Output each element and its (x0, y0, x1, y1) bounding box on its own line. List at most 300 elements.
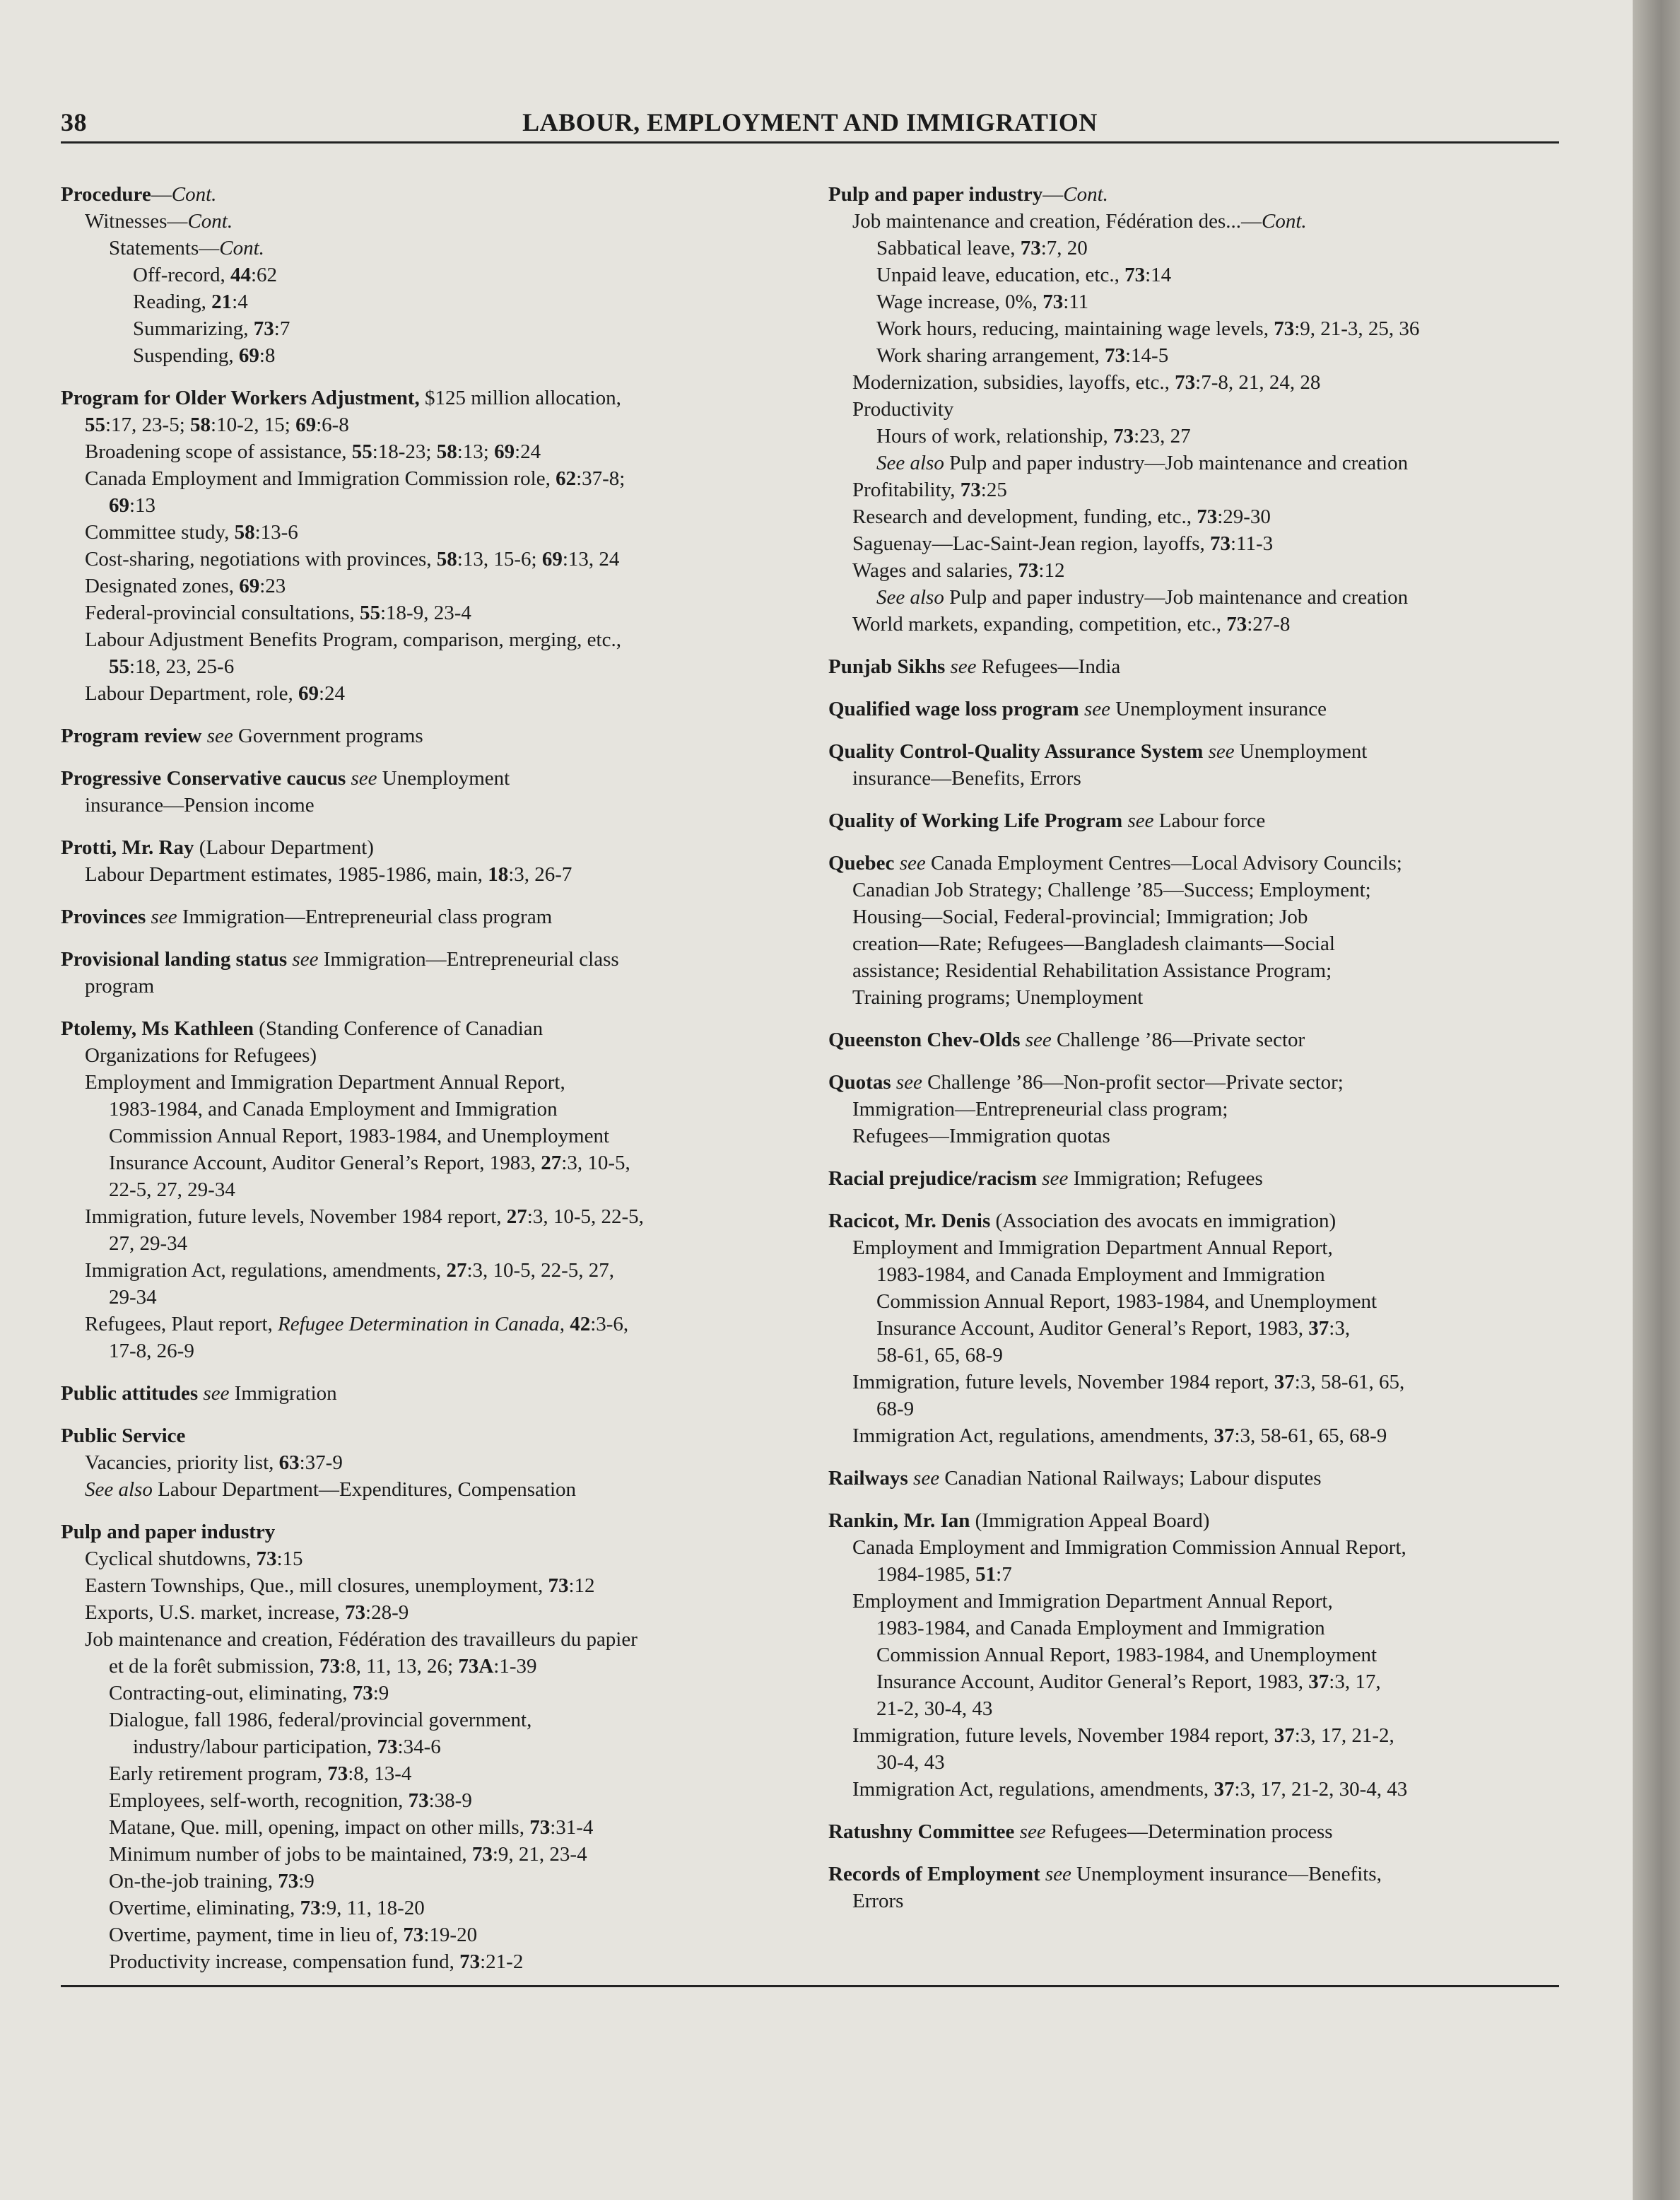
text: :15 (276, 1547, 303, 1570)
text: Employment and Immigration Department Annual Report, (85, 1071, 565, 1094)
index-subentry-line (828, 235, 1578, 262)
text: :18-23; (372, 440, 437, 463)
index-heading-line (828, 738, 1578, 765)
index-subentry-line (61, 1707, 803, 1733)
bold-text: Provisional landing status (61, 948, 288, 971)
index-subentry-line (61, 411, 803, 438)
index-subentry-line (61, 1476, 803, 1503)
text: :7, 20 (1040, 237, 1088, 259)
text: :13-6 (254, 521, 298, 544)
bold-text: 69 (541, 548, 563, 571)
index-subentry-line (828, 342, 1578, 369)
index-subentry-line (828, 1342, 1578, 1369)
index-subentry-line (828, 1668, 1578, 1695)
text: Job maintenance and creation, Fédération des...— (852, 210, 1262, 233)
italic-text: see (1019, 1820, 1046, 1843)
text: Immigration (229, 1382, 337, 1405)
bold-text: 73 (1020, 237, 1041, 259)
index-subentry-line (61, 1895, 803, 1921)
index-heading-line (828, 181, 1578, 208)
text: Commission Annual Report, 1983-1984, and Unemployment (876, 1290, 1378, 1313)
bold-text: Protti, Mr. Ray (61, 836, 194, 859)
index-subentry-line (828, 1534, 1578, 1561)
index-subentry-line (828, 1888, 1578, 1914)
text: Hours of work, relationship, (876, 425, 1114, 447)
text: :8, 11, 13, 26; (340, 1655, 459, 1678)
bold-text: 73 (1018, 559, 1039, 582)
text: industry/labour participation, (133, 1736, 377, 1758)
bold-text: 73 (960, 479, 981, 501)
text: :7-8, 21, 24, 28 (1195, 371, 1321, 394)
index-entry (828, 696, 1578, 722)
text: :8 (259, 344, 276, 367)
bold-text: Punjab Sikhs (828, 655, 946, 678)
index-subentry-line (61, 1599, 803, 1626)
text: 17-8, 26-9 (109, 1340, 194, 1362)
text: :3, 17, 21-2, 30-4, 43 (1234, 1778, 1408, 1801)
text: 1984-1985, (876, 1563, 976, 1586)
index-subentry-line (61, 1069, 803, 1096)
index-subentry-line (61, 1814, 803, 1841)
bold-text: Records of Employment (828, 1863, 1040, 1885)
text: Immigration, future levels, November 1984 report, (85, 1205, 507, 1228)
text: :23, 27 (1134, 425, 1191, 447)
text: :13 (129, 494, 156, 517)
bold-text: 37 (1308, 1317, 1329, 1340)
text: Government programs (233, 725, 423, 747)
index-entry (828, 1861, 1578, 1914)
text: :18-9, 23-4 (380, 602, 471, 624)
italic-text: Cont. (219, 237, 264, 259)
text: Challenge ’86—Private sector (1051, 1029, 1305, 1051)
index-heading-line (828, 850, 1578, 877)
text: — (151, 183, 172, 206)
index-entry (61, 1380, 803, 1407)
text: Refugees—Immigration quotas (852, 1125, 1110, 1147)
italic-text: See also (876, 452, 944, 474)
text: :6-8 (316, 414, 349, 436)
text: Witnesses— (85, 210, 188, 233)
text: Committee study, (85, 521, 235, 544)
index-subentry-line (61, 1123, 803, 1149)
index-subentry-line (61, 1096, 803, 1123)
text: Refugees—Determination process (1045, 1820, 1333, 1843)
text: Matane, Que. mill, opening, impact on other mills, (109, 1816, 530, 1839)
bold-text: Qualified wage loss program (828, 698, 1079, 720)
text: :11 (1063, 291, 1089, 313)
text: Vacancies, priority list, (85, 1451, 279, 1474)
italic-text: see (913, 1467, 940, 1490)
index-subentry-line (61, 208, 803, 235)
text: Contracting-out, eliminating, (109, 1682, 353, 1704)
text (945, 655, 950, 678)
bold-text: Quality of Working Life Program (828, 809, 1123, 832)
bold-text: 69 (238, 344, 259, 367)
index-subentry-line (61, 1230, 803, 1257)
index-subentry-line (828, 557, 1578, 584)
index-subentry-line (828, 1261, 1578, 1288)
text: Productivity (852, 398, 954, 421)
text: Job maintenance and creation, Fédération des travailleurs du papier (85, 1628, 638, 1651)
text: Canada Employment Centres—Local Advisory Councils; (925, 852, 1402, 874)
index-heading-line (61, 834, 803, 861)
text: 22-5, 27, 29-34 (109, 1178, 235, 1201)
bold-text: 69 (239, 575, 260, 597)
text: :24 (515, 440, 541, 463)
index-subentry-line (61, 599, 803, 626)
index-heading-line (61, 181, 803, 208)
text: 68-9 (876, 1398, 915, 1420)
text: :3, 58-61, 65, 68-9 (1234, 1424, 1387, 1447)
bold-text: 73 (1210, 532, 1230, 555)
text: 1983-1984, and Canada Employment and Immigration (876, 1617, 1325, 1639)
index-subentry-line (61, 1176, 803, 1203)
text: Broadening scope of assistance, (85, 440, 352, 463)
text: Early retirement program, (109, 1762, 328, 1785)
text: :3, (1329, 1317, 1351, 1340)
index-subentry-line (828, 1288, 1578, 1315)
bold-text: Ratushny Committee (828, 1820, 1015, 1843)
index-subentry-line (828, 1642, 1578, 1668)
text: :27-8 (1247, 613, 1291, 636)
index-subentry-line (828, 503, 1578, 530)
text: Immigration Act, regulations, amendments, (852, 1424, 1214, 1447)
bold-text: 73 (1197, 505, 1218, 528)
text: (Association des avocats en immigration) (990, 1210, 1337, 1232)
text: Canadian Job Strategy; Challenge ’85—Success; Employment; (852, 879, 1371, 901)
italic-text: see (950, 655, 977, 678)
italic-text: see (1208, 740, 1235, 763)
text: Organizations for Refugees) (85, 1044, 317, 1067)
text: Commission Annual Report, 1983-1984, and Unemployment (876, 1644, 1378, 1666)
text: :9, 21, 23-4 (492, 1843, 587, 1866)
text: Reading, (133, 291, 212, 313)
index-subentry-line (828, 1096, 1578, 1123)
text: Work hours, reducing, maintaining wage levels, (876, 317, 1274, 340)
text: Unemployment insurance (1110, 698, 1327, 720)
text: Off-record, (133, 264, 230, 286)
bold-text: Racicot, Mr. Denis (828, 1210, 991, 1232)
text: Immigration; Refugees (1068, 1167, 1263, 1190)
bold-text: 58 (234, 521, 255, 544)
italic-text: See also (876, 586, 944, 609)
index-entry (828, 807, 1578, 834)
text: Wages and salaries, (852, 559, 1018, 582)
text: Unpaid leave, education, etc., (876, 264, 1125, 286)
index-subentry-line (61, 465, 803, 492)
index-entry (828, 653, 1578, 680)
text: Exports, U.S. market, increase, (85, 1601, 346, 1624)
text: Pulp and paper industry—Job maintenance and creation (944, 452, 1409, 474)
text: Overtime, eliminating, (109, 1897, 300, 1919)
index-subentry-line (828, 208, 1578, 235)
text: :3, 17, 21-2, (1294, 1724, 1394, 1747)
bold-text: 73 (403, 1924, 424, 1946)
index-heading-line (61, 903, 803, 930)
bold-text: 62 (556, 467, 577, 490)
text: Labour Department estimates, 1985-1986, main, (85, 863, 488, 886)
index-subentry-line (61, 1921, 803, 1948)
bold-text: 21 (211, 291, 233, 313)
text: 27, 29-34 (109, 1232, 188, 1255)
text: Immigration—Entrepreneurial class program (177, 906, 553, 928)
text: :34-6 (397, 1736, 441, 1758)
text: World markets, expanding, competition, etc., (852, 613, 1227, 636)
index-subentry-line (61, 1760, 803, 1787)
index-entry (828, 1165, 1578, 1192)
index-entry (61, 765, 803, 819)
index-heading-line (828, 1207, 1578, 1234)
bold-text: 69 (109, 494, 129, 517)
text: (Standing Conference of Canadian (254, 1017, 544, 1040)
italic-text: see (1045, 1863, 1071, 1885)
index-entry (828, 738, 1578, 792)
index-subentry-line (828, 1315, 1578, 1342)
text: :19-20 (423, 1924, 478, 1946)
text: Canadian National Railways; Labour disputes (939, 1467, 1322, 1490)
index-subentry-line (61, 262, 803, 288)
text: Canada Employment and Immigration Commission Annual Report, (852, 1536, 1406, 1559)
text (201, 725, 206, 747)
index-subentry-line (61, 1572, 803, 1599)
index-heading-line (828, 1026, 1578, 1053)
index-entry (828, 1818, 1578, 1845)
text: (Immigration Appeal Board) (970, 1509, 1210, 1532)
bold-text: 73 (1124, 264, 1146, 286)
footer-rule (61, 1985, 1559, 1987)
text: :3, 26-7 (508, 863, 572, 886)
index-subentry-line (61, 573, 803, 599)
text: Overtime, payment, time in lieu of, (109, 1924, 404, 1946)
text: Unemployment (377, 767, 510, 790)
index-subentry-line (828, 1561, 1578, 1588)
text: Immigration, future levels, November 1984 report, (852, 1724, 1274, 1747)
text: 58-61, 65, 68-9 (876, 1344, 1003, 1367)
index-entry (61, 181, 803, 369)
index-entry (61, 834, 803, 888)
bold-text: 73 (1226, 613, 1247, 636)
text: :29-30 (1217, 505, 1271, 528)
page-header (61, 107, 1559, 144)
text (908, 1467, 913, 1490)
text: :11-3 (1230, 532, 1274, 555)
bold-text: Ptolemy, Ms Kathleen (61, 1017, 254, 1040)
index-subentry-line (61, 1653, 803, 1680)
index-subentry-line (61, 342, 803, 369)
text: :13, 15-6; (457, 548, 542, 571)
index-entry (61, 1422, 803, 1503)
text: Unemployment (1234, 740, 1368, 763)
index-subentry-line (61, 1841, 803, 1868)
text: :31-4 (550, 1816, 594, 1839)
bold-text: Quebec (828, 852, 895, 874)
bold-text: 73 (1105, 344, 1125, 367)
text (1014, 1820, 1019, 1843)
text: (Labour Department) (194, 836, 374, 859)
text: :1-39 (493, 1655, 537, 1678)
index-entry (61, 1015, 803, 1364)
index-subentry-line (828, 315, 1578, 342)
text: Profitability, (852, 479, 961, 501)
bold-text: Provinces (61, 906, 146, 928)
index-heading-line (828, 1465, 1578, 1492)
text: :3-6, (590, 1313, 629, 1335)
text: Employment and Immigration Department Annual Report, (852, 1590, 1333, 1613)
text: :8, 13-4 (348, 1762, 412, 1785)
text: Employment and Immigration Department Annual Report, (852, 1236, 1333, 1259)
italic-text: See also (85, 1478, 153, 1501)
text: :28-9 (365, 1601, 409, 1624)
index-heading-line (828, 1069, 1578, 1096)
text: Unemployment insurance—Benefits, (1071, 1863, 1382, 1885)
text: 29-34 (109, 1286, 157, 1309)
text: — (1042, 183, 1064, 206)
bold-text: 37 (1274, 1724, 1295, 1747)
index-subentry-line (828, 1234, 1578, 1261)
index-subentry-line (828, 369, 1578, 396)
bold-text: Pulp and paper industry (61, 1521, 276, 1543)
index-subentry-line (61, 235, 803, 262)
index-subentry-line (61, 1338, 803, 1364)
italic-text: see (1127, 809, 1154, 832)
text: Sabbatical leave, (876, 237, 1021, 259)
text: 1983-1984, and Canada Employment and Immigration (876, 1263, 1325, 1286)
italic-text: see (1025, 1029, 1052, 1051)
index-subentry-line (61, 653, 803, 680)
text: assistance; Residential Rehabilitation Assistance Program; (852, 959, 1332, 982)
text: 30-4, 43 (876, 1751, 945, 1774)
bold-text: Public Service (61, 1424, 186, 1447)
text: insurance—Pension income (85, 794, 315, 817)
text (1079, 698, 1084, 720)
text: Housing—Social, Federal-provincial; Immigration; Job (852, 906, 1308, 928)
index-subentry-line (61, 1449, 803, 1476)
index-subentry-line (828, 1369, 1578, 1396)
index-subentry-line (61, 492, 803, 519)
bold-text: Program review (61, 725, 202, 747)
index-entry (828, 181, 1578, 638)
text: :13, 24 (562, 548, 620, 571)
bold-text: 73 (1042, 291, 1064, 313)
text: Labour Adjustment Benefits Program, comparison, merging, etc., (85, 628, 621, 651)
bold-text: 73 (345, 1601, 366, 1624)
index-heading-line (61, 1519, 803, 1545)
text: On-the-job training, (109, 1870, 278, 1892)
index-heading-line (828, 1165, 1578, 1192)
index-entry (828, 850, 1578, 1011)
text: :3, 10-5, (561, 1152, 630, 1174)
text: Designated zones, (85, 575, 240, 597)
italic-text: see (203, 1382, 230, 1405)
text (346, 767, 351, 790)
text: 1983-1984, and Canada Employment and Immigration (109, 1098, 558, 1121)
index-entry (828, 1207, 1578, 1449)
text: Immigration Act, regulations, amendments, (85, 1259, 447, 1282)
index-subentry-line (61, 1149, 803, 1176)
bold-text: Railways (828, 1467, 908, 1490)
bold-text: 73 (1175, 371, 1196, 394)
index-heading-line (61, 722, 803, 749)
index-subentry-line (61, 438, 803, 465)
bold-text: 73 (327, 1762, 348, 1785)
bold-text: 69 (295, 414, 317, 436)
bold-text: 69 (494, 440, 515, 463)
text: Commission Annual Report, 1983-1984, and Unemployment (109, 1125, 610, 1147)
text: program (85, 975, 155, 997)
italic-text: see (899, 852, 926, 874)
italic-text: Cont. (171, 183, 217, 206)
text: Research and development, funding, etc., (852, 505, 1197, 528)
text: :18, 23, 25-6 (129, 655, 235, 678)
bold-text: 73 (471, 1843, 493, 1866)
index-heading-line (61, 946, 803, 973)
index-subentry-line (828, 1749, 1578, 1776)
text: Summarizing, (133, 317, 254, 340)
bold-text: Pulp and paper industry (828, 183, 1043, 206)
text: 21-2, 30-4, 43 (876, 1697, 993, 1720)
index-entry (828, 1507, 1578, 1803)
text: :25 (980, 479, 1007, 501)
bold-text: 73 (253, 317, 274, 340)
bold-text: 55 (109, 655, 129, 678)
italic-text: see (895, 1071, 922, 1094)
index-subentry-line (828, 1722, 1578, 1749)
text: Training programs; Unemployment (852, 986, 1144, 1009)
bold-text: 27 (446, 1259, 467, 1282)
index-subentry-line (61, 680, 803, 707)
index-subentry-line (61, 519, 803, 546)
index-subentry-line (61, 1257, 803, 1284)
index-subentry-line (828, 1396, 1578, 1422)
italic-text: Cont. (187, 210, 233, 233)
text: Work sharing arrangement, (876, 344, 1105, 367)
text: Labour Department, role, (85, 682, 298, 705)
index-heading-line (828, 696, 1578, 722)
index-subentry-line (61, 288, 803, 315)
bold-text: 51 (975, 1563, 997, 1586)
index-entry (828, 1069, 1578, 1149)
index-heading-line (61, 385, 803, 411)
index-subentry-line (61, 1284, 803, 1311)
text: Wage increase, 0%, (876, 291, 1043, 313)
bold-text: 73 (408, 1789, 429, 1812)
bold-text: 37 (1274, 1371, 1295, 1393)
bold-text: 55 (85, 414, 105, 436)
text: :3, 58-61, 65, (1294, 1371, 1405, 1393)
text: :3, 17, (1329, 1671, 1381, 1693)
text: :3, 10-5, 22-5, (527, 1205, 644, 1228)
text: Immigration—Entrepreneurial class (318, 948, 619, 971)
bold-text: 73A (458, 1655, 494, 1678)
text: Insurance Account, Auditor General’s Report, 1983, (876, 1317, 1309, 1340)
index-subentry-line (828, 396, 1578, 423)
text (891, 1071, 896, 1094)
index-heading-line (61, 1015, 803, 1042)
bold-text: 73 (459, 1950, 481, 1973)
bold-text: Queenston Chev-Olds (828, 1029, 1021, 1051)
text: Saguenay—Lac-Saint-Jean region, layoffs, (852, 532, 1210, 555)
italic-text: Cont. (1063, 183, 1108, 206)
index-subentry-line (828, 423, 1578, 450)
text: :24 (318, 682, 346, 705)
index-subentry-line (61, 1545, 803, 1572)
text: Dialogue, fall 1986, federal/provincial government, (109, 1709, 532, 1731)
index-subentry-line (61, 1733, 803, 1760)
text: :7 (274, 317, 290, 340)
index-heading-line (828, 1507, 1578, 1534)
text: Labour Department—Expenditures, Compensation (152, 1478, 577, 1501)
index-subentry-line (828, 611, 1578, 638)
